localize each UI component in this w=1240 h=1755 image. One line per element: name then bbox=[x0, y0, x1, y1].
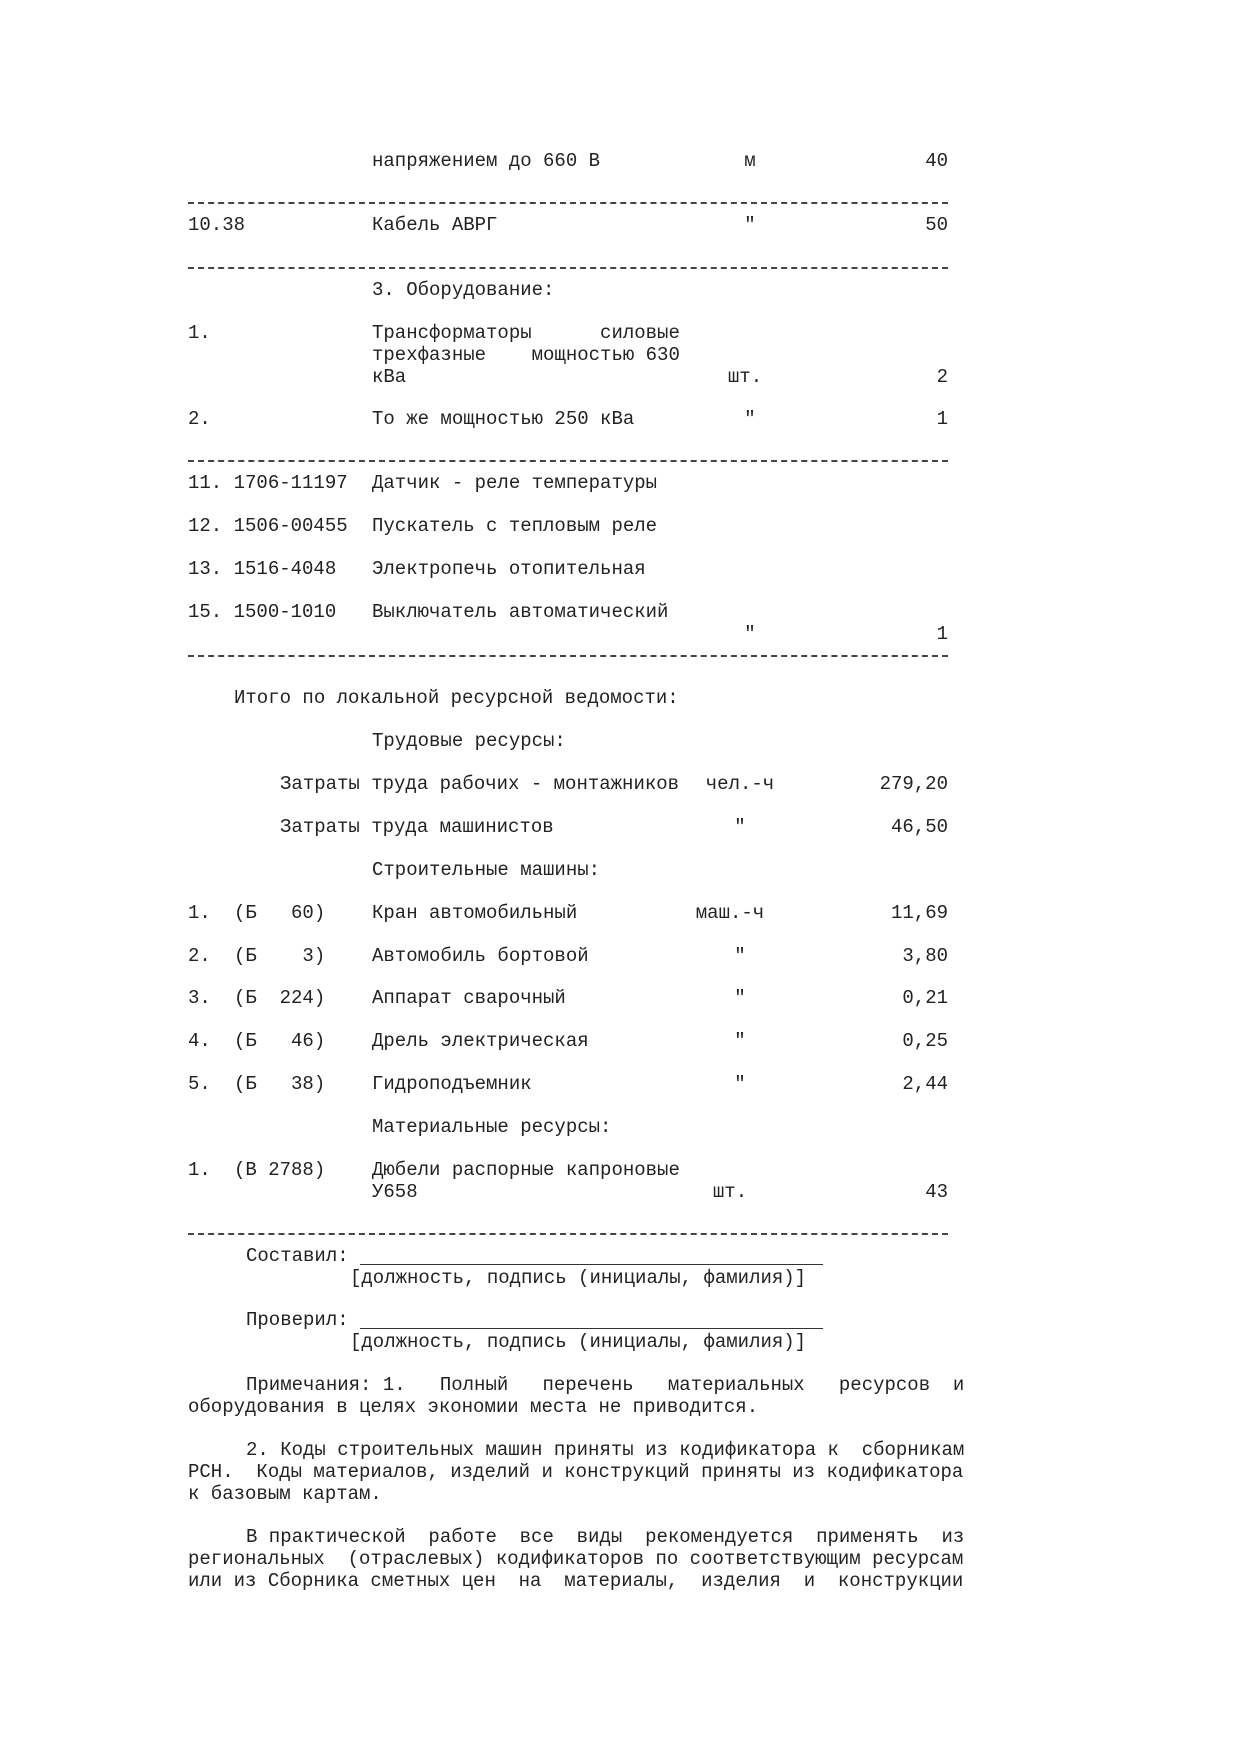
signature-caption: [должность, подпись (инициалы, фамилия)] bbox=[350, 1331, 807, 1353]
signature-line bbox=[360, 1264, 823, 1265]
machine-qty: 11,69 bbox=[890, 902, 948, 924]
part-code: 12. 1506-00455 bbox=[188, 515, 348, 537]
machine-unit: " bbox=[734, 1073, 746, 1095]
signature-caption: [должность, подпись (инициалы, фамилия)] bbox=[350, 1267, 807, 1289]
row-desc: напряжением до 660 В bbox=[372, 150, 601, 172]
subsection-heading: Строительные машины: bbox=[372, 859, 601, 881]
material-code: (В 2788) bbox=[234, 1159, 326, 1181]
item-unit: шт. bbox=[727, 366, 763, 388]
material-unit: шт. bbox=[712, 1181, 748, 1203]
checked-label: Проверил: bbox=[246, 1309, 349, 1331]
item-qty: 2 bbox=[936, 366, 948, 388]
machine-unit: маш.-ч bbox=[695, 902, 765, 924]
machine-code: (Б 60) bbox=[234, 902, 326, 924]
labor-qty: 46,50 bbox=[890, 816, 948, 838]
machine-code: (Б 46) bbox=[234, 1030, 326, 1052]
machine-number: 4. bbox=[188, 1030, 211, 1052]
item-number: 2. bbox=[188, 408, 211, 430]
machine-desc: Аппарат сварочный bbox=[372, 987, 566, 1009]
machine-code: (Б 3) bbox=[234, 945, 326, 967]
dashed-rule bbox=[188, 1233, 948, 1235]
item-qty: 1 bbox=[936, 408, 948, 430]
machine-number: 2. bbox=[188, 945, 211, 967]
item-desc-line: Трансформаторы силовые bbox=[372, 322, 680, 344]
part-qty: 1 bbox=[936, 623, 948, 645]
note-3-line: региональных (отраслевых) кодификаторов по соответствующим ресурсам bbox=[188, 1548, 964, 1570]
machine-desc: Автомобиль бортовой bbox=[372, 945, 589, 967]
part-desc: Электропечь отопительная bbox=[372, 558, 646, 580]
subsection-heading: Материальные ресурсы: bbox=[372, 1116, 612, 1138]
material-number: 1. bbox=[188, 1159, 211, 1181]
item-desc: То же мощностью 250 кВа bbox=[372, 408, 635, 430]
labor-qty: 279,20 bbox=[879, 773, 948, 795]
material-qty: 43 bbox=[925, 1181, 948, 1203]
machine-desc: Дрель электрическая bbox=[372, 1030, 589, 1052]
note-2-line: РСН. Коды материалов, изделий и конструкций приняты из кодификатора bbox=[188, 1461, 964, 1483]
compiled-label: Составил: bbox=[246, 1245, 349, 1267]
dashed-rule bbox=[188, 460, 948, 462]
machine-number: 1. bbox=[188, 902, 211, 924]
machine-number: 5. bbox=[188, 1073, 211, 1095]
part-unit: " bbox=[744, 623, 756, 645]
machine-unit: " bbox=[734, 987, 746, 1009]
item-desc-line: трехфазные мощностью 630 bbox=[372, 344, 680, 366]
note-1-line: оборудования в целях экономии места не приводится. bbox=[188, 1396, 759, 1418]
dashed-rule bbox=[188, 655, 948, 657]
totals-heading: Итого по локальной ресурсной ведомости: bbox=[234, 687, 679, 709]
note-2-line: к базовым картам. bbox=[188, 1483, 382, 1505]
row-desc: Кабель АВРГ bbox=[372, 214, 498, 236]
machine-qty: 0,21 bbox=[902, 987, 948, 1009]
item-desc-line: кВа bbox=[372, 366, 407, 388]
machine-desc: Гидроподъемник bbox=[372, 1073, 532, 1095]
item-number: 1. bbox=[188, 322, 211, 344]
part-code: 13. 1516-4048 bbox=[188, 558, 337, 580]
row-qty: 40 bbox=[925, 150, 948, 172]
part-desc: Пускатель с тепловым реле bbox=[372, 515, 658, 537]
machine-qty: 0,25 bbox=[902, 1030, 948, 1052]
labor-desc: Затраты труда машинистов bbox=[280, 816, 554, 838]
labor-desc: Затраты труда рабочих - монтажников bbox=[280, 773, 680, 795]
material-desc-line: У658 bbox=[372, 1181, 418, 1203]
machine-number: 3. bbox=[188, 987, 211, 1009]
part-code: 11. 1706-11197 bbox=[188, 472, 348, 494]
machine-qty: 2,44 bbox=[902, 1073, 948, 1095]
signature-line bbox=[360, 1328, 823, 1329]
part-desc: Датчик - реле температуры bbox=[372, 472, 658, 494]
machine-unit: " bbox=[734, 945, 746, 967]
dashed-rule bbox=[188, 267, 948, 269]
labor-unit: " bbox=[734, 816, 746, 838]
machine-desc: Кран автомобильный bbox=[372, 902, 578, 924]
section-heading: 3. Оборудование: bbox=[372, 279, 555, 301]
row-code: 10.38 bbox=[188, 214, 246, 236]
note-1-line: Примечания: 1. Полный перечень материальных ресурсов и bbox=[246, 1374, 965, 1396]
material-desc-line: Дюбели распорные капроновые bbox=[372, 1159, 680, 1181]
row-qty: 50 bbox=[925, 214, 948, 236]
machine-code: (Б 224) bbox=[234, 987, 326, 1009]
row-unit: " bbox=[744, 214, 756, 236]
subsection-heading: Трудовые ресурсы: bbox=[372, 730, 566, 752]
dashed-rule bbox=[188, 202, 948, 204]
machine-unit: " bbox=[734, 1030, 746, 1052]
machine-code: (Б 38) bbox=[234, 1073, 326, 1095]
machine-qty: 3,80 bbox=[902, 945, 948, 967]
note-3-line: В практической работе все виды рекомендуется применять из bbox=[246, 1526, 965, 1548]
note-2-line: 2. Коды строительных машин приняты из кодификатора к сборникам bbox=[246, 1439, 965, 1461]
part-code: 15. 1500-1010 bbox=[188, 601, 337, 623]
row-unit: м bbox=[744, 150, 756, 172]
item-unit: " bbox=[744, 408, 756, 430]
labor-unit: чел.-ч bbox=[705, 773, 775, 795]
note-3-line: или из Сборника сметных цен на материалы, изделия и конструкции bbox=[188, 1570, 964, 1592]
part-desc: Выключатель автоматический bbox=[372, 601, 669, 623]
